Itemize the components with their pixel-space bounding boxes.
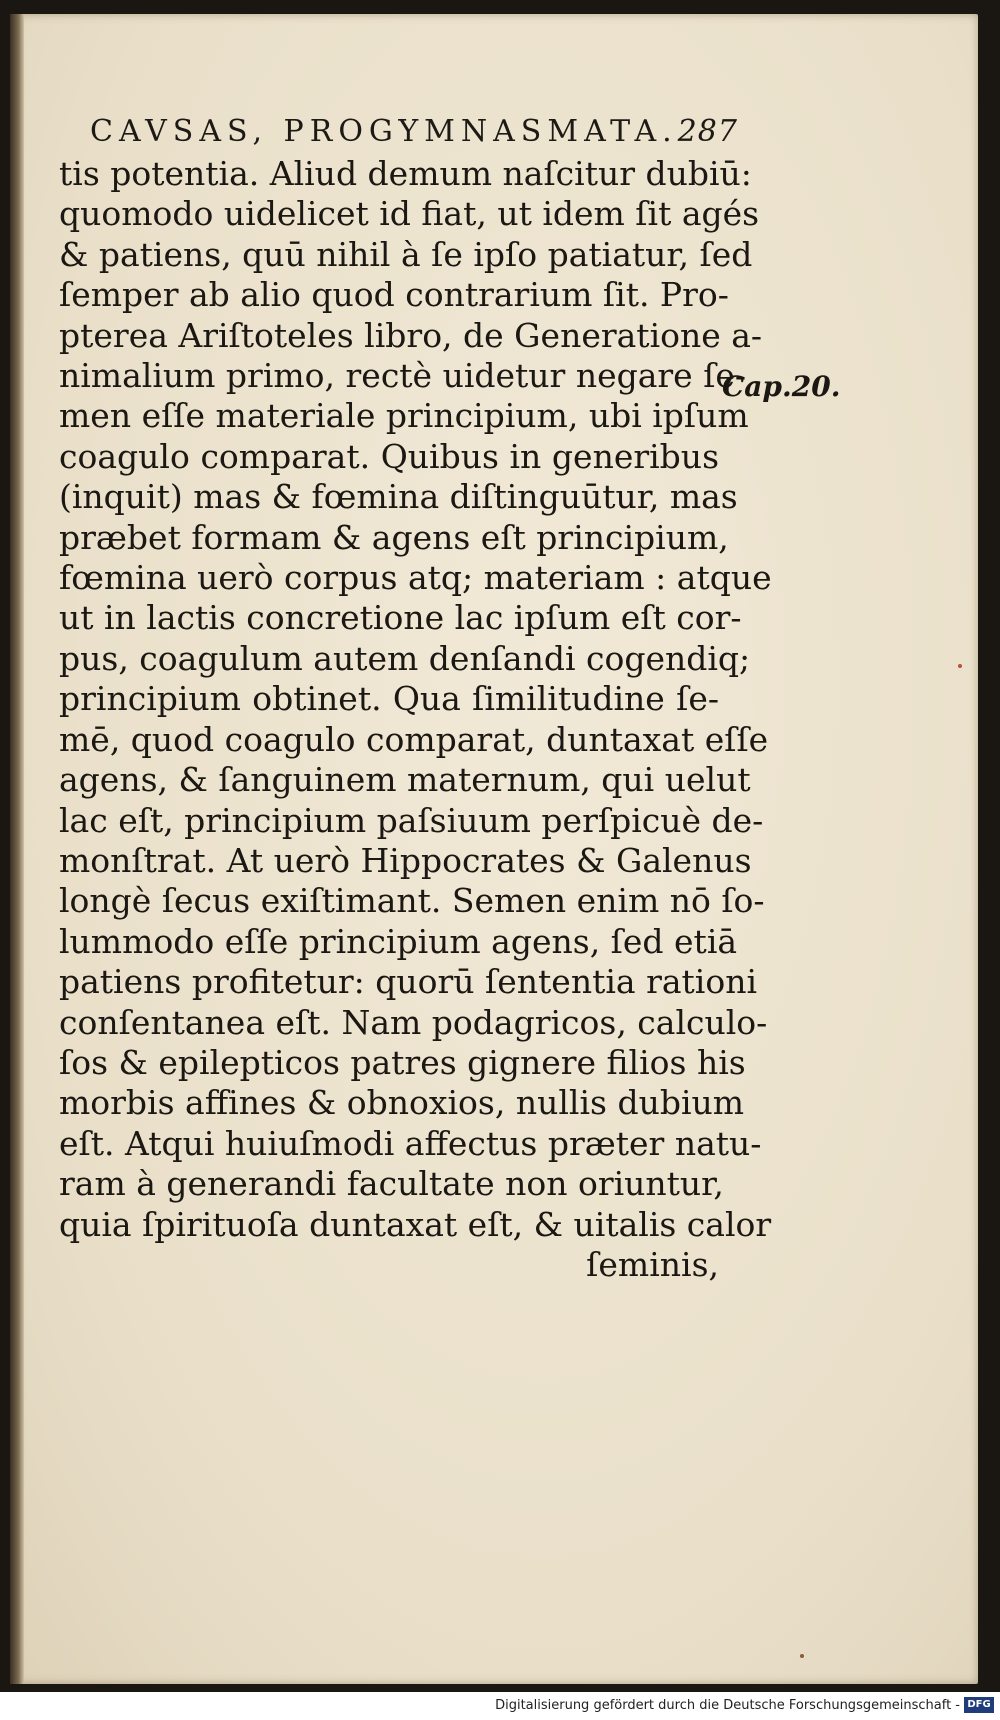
text-line: (inquit) mas & fœmina diſtinguūtur, mas	[59, 477, 738, 517]
text-line: præbet formam & agens eſt principium,	[59, 517, 729, 557]
text-line: men eſſe materiale principium, ubi ipſum	[59, 396, 749, 436]
book-page	[10, 14, 978, 1684]
text-line: lac eſt, principium paſsiuum perſpicuè de-	[59, 800, 764, 840]
footer-credit: Digitalisierung gefördert durch die Deutsche Forschungsgemeinschaft -	[495, 1698, 960, 1713]
book-spine	[10, 14, 24, 1684]
digitization-footer	[0, 1692, 1000, 1720]
text-line: ſos & epilepticos patres gignere filios his	[59, 1042, 746, 1082]
body-text	[59, 154, 772, 1285]
text-line: fœmina uerò corpus atq; materiam : atque	[59, 558, 772, 598]
text-line: coagulo comparat. Quibus in generibus	[59, 436, 719, 476]
text-line: conſentanea eſt. Nam podagricos, calculo-	[59, 1002, 768, 1042]
text-line: agens, & ſanguinem maternum, qui uelut	[59, 760, 751, 800]
text-line: pterea Ariſtoteles libro, de Generatione a-	[59, 315, 763, 355]
text-line: quia ſpirituoſa duntaxat eſt, & uitalis calor	[59, 1204, 772, 1244]
text-line: eſt. Atqui huiuſmodi affectus præter natu-	[59, 1123, 762, 1163]
text-line: tis potentia. Aliud demum naſcitur dubiū:	[59, 154, 752, 193]
text-line: morbis affines & obnoxios, nullis dubium	[59, 1083, 745, 1123]
running-head	[90, 114, 738, 149]
text-line: & patiens, quū nihil à ſe ipſo patiatur, ſed	[59, 234, 753, 274]
page-number: 287	[677, 114, 738, 149]
text-line: mē, quod coagulo comparat, duntaxat eſſe	[59, 719, 769, 759]
text-line: lummodo eſſe principium agens, ſed etiā	[59, 921, 738, 961]
text-line: patiens profitetur: quorū ſententia rationi	[59, 962, 758, 1002]
running-head-title: CAVSAS, PROGYMNASMATA.	[90, 114, 678, 149]
text-line: principium obtinet. Qua ſimilitudine ſe-	[59, 679, 719, 719]
text-line: longè ſecus exiſtimant. Semen enim nō ſo-	[59, 881, 765, 921]
text-line: ut in lactis concretione lac ipſum eſt cor-	[59, 598, 742, 638]
dfg-logo: DFG	[964, 1697, 994, 1713]
text-line: quomodo uidelicet id fiat, ut idem ſit agés	[59, 194, 760, 234]
text-line: ram à generandi facultate non oriuntur,	[59, 1164, 724, 1204]
marginal-note: Cap.20.	[722, 370, 841, 403]
catchword: ſeminis,	[586, 1244, 719, 1284]
text-line: nimalium primo, rectè uidetur negare ſe-	[59, 356, 747, 396]
text-line: ſemper ab alio quod contrarium ſit. Pro-	[59, 275, 729, 315]
text-line: pus, coagulum autem denſandi cogendiq;	[59, 638, 751, 678]
paper-speck	[958, 664, 962, 668]
text-line: monſtrat. At uerò Hippocrates & Galenus	[59, 840, 752, 880]
paper-speck	[800, 1654, 804, 1658]
